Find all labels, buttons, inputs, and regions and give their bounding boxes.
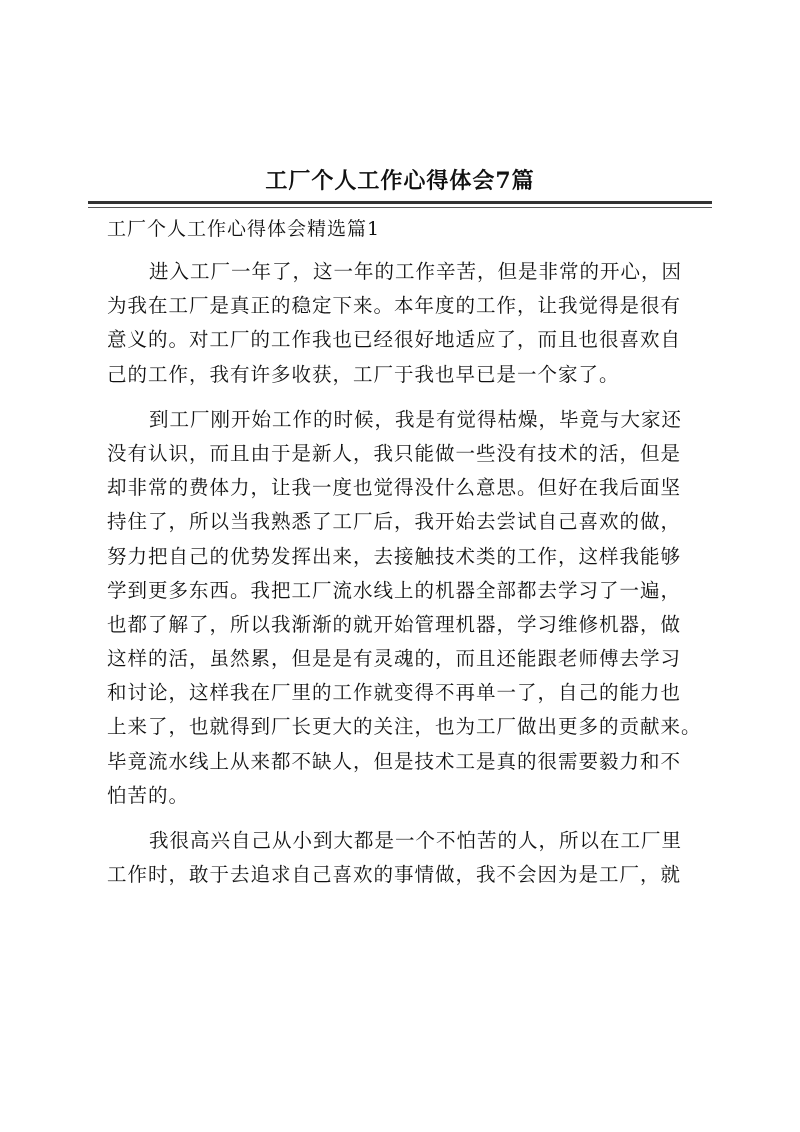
title-divider-thick — [88, 201, 712, 204]
paragraph-line: 持住了，所以当我熟悉了工厂后，我开始去尝试自己喜欢的做， — [107, 510, 682, 534]
paragraph-line: 却非常的费体力，让我一度也觉得没什么意思。但好在我后面坚 — [107, 476, 682, 500]
paragraph-line: 进入工厂一年了，这一年的工作辛苦，但是非常的开心，因 — [149, 260, 683, 283]
paragraph-line: 意义的。对工厂的工作我也已经很好地适应了，而且也很喜欢自 — [107, 328, 682, 352]
paragraph-line: 也都了解了，所以我渐渐的就开始管理机器，学习维修机器，做 — [107, 612, 682, 636]
paragraph-gap — [107, 392, 747, 403]
paragraph-line: 毕竟流水线上从来都不缺人，但是技术工是真的很需要毅力和不 — [107, 749, 682, 773]
paragraph-gap — [107, 813, 747, 824]
paragraph-line: 学到更多东西。我把工厂流水线上的机器全部都去学习了一遍， — [107, 578, 682, 602]
document-title: 工厂个人工作心得体会7篇 — [265, 168, 535, 194]
paragraph-line: 工作时，敢于去追求自己喜欢的事情做，我不会因为是工厂，就 — [107, 863, 682, 887]
paragraph-line: 到工厂刚开始工作的时候，我是有觉得枯燥，毕竟与大家还 — [149, 407, 683, 431]
paragraph-line: 努力把自己的优势发挥出来，去接触技术类的工作，这样我能够 — [107, 544, 682, 568]
document-body — [107, 255, 747, 892]
paragraph-line: 这样的活，虽然累，但是是有灵魂的，而且还能跟老师傅去学习 — [107, 647, 682, 671]
paragraph-line: 我很高兴自己从小到大都是一个不怕苦的人，所以在工厂里 — [149, 829, 683, 852]
section-heading: 工厂个人工作心得体会精选篇1 — [107, 218, 381, 240]
paragraph-line: 为我在工厂是真正的稳定下来。本年度的工作，让我觉得是很有 — [107, 294, 682, 318]
paragraph-line: 和讨论，这样我在厂里的工作就变得不再单一了，自己的能力也 — [107, 681, 682, 705]
title-divider-thin — [88, 207, 712, 208]
paragraph-line: 己的工作，我有许多收获，工厂于我也早已是一个家了。 — [107, 362, 620, 386]
paragraph-line: 怕苦的。 — [107, 783, 190, 807]
paragraph-line: 上来了，也就得到厂长更大的关注，也为工厂做出更多的贡献来。 — [107, 715, 702, 739]
paragraph-line: 没有认识，而且由于是新人，我只能做一些没有技术的活，但是 — [107, 441, 682, 465]
